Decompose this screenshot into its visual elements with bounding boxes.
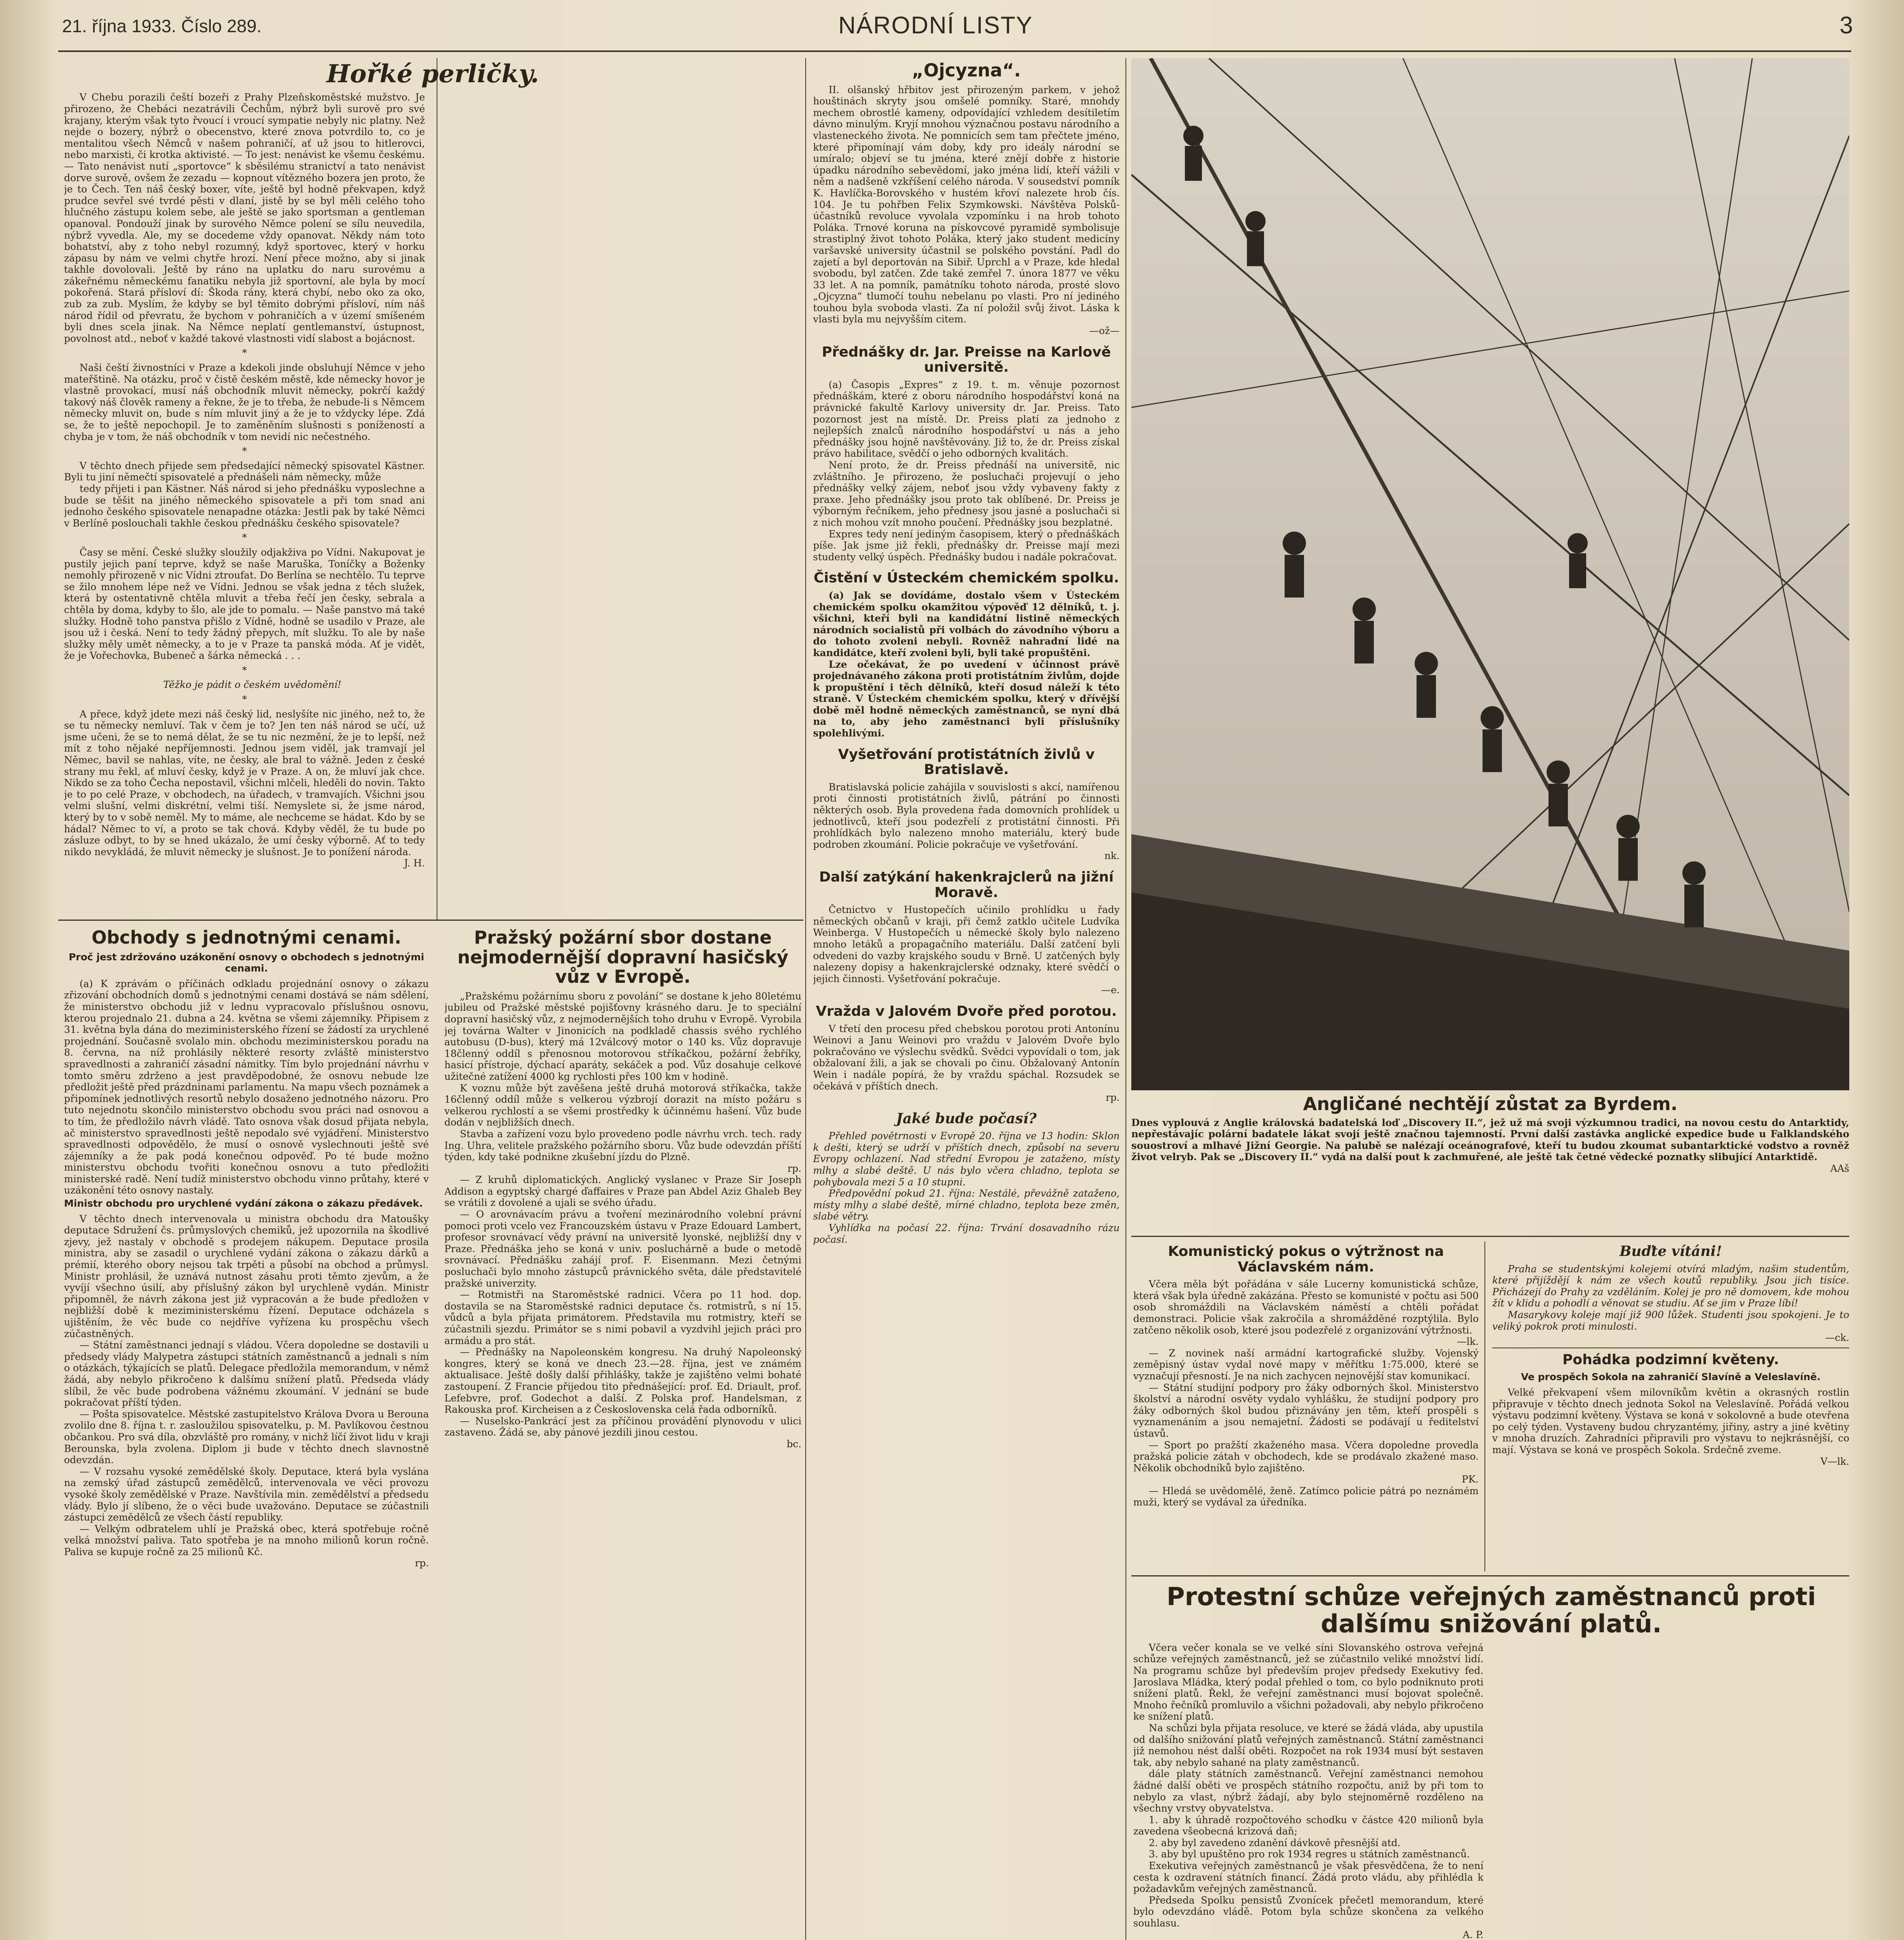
signature: —ck. xyxy=(1825,1332,1849,1344)
caption-signature: AAš xyxy=(1830,1162,1849,1174)
caption-title: Angličané nechtějí zůstat za Byrdem. xyxy=(1303,1093,1678,1114)
column-3 xyxy=(813,58,1120,1940)
signature: —ož— xyxy=(1089,325,1120,337)
signature: PK. xyxy=(1462,1474,1479,1485)
paragraph: V těchto dnech intervenovala u ministra obchodu dra Matoušky deputace Sdružení čs. průmyslových chemiků, jež upozornila na škodlivé zjevy, jež nastaly v obchodě s prodejem nákupem. Deputace prosila ministra, aby se zasadil o urychlené vydání zákona o zákazu dárků a prémií, kterého obory nejsou tak trpěti a působí na obchod a průmysl. Ministr prohlásil, že uznává nutnost zásahu proti těmto zjevům, a že vyvíjí všechno úsilí, aby příslušný zákon byl urychleně vydán. Ministr připomněl, že návrh zákona jest již vypracován a že bude předložen v nejbližší době k meziministerskému řízení. Deputace odcházela s ujištěním, že věc bude co nejdříve vyřízena ku prospěchu všech zúčastněných. xyxy=(64,1213,429,1339)
article-subtitle: Ve prospěch Sokola na zahraničí Slavíně a Veleslavíně. xyxy=(1521,1371,1821,1383)
paragraph: Bratislavská policie zahájila v souvislosti s akcí, namířenou proti činnosti protistátních živlů, pátrání po činnosti některých osob. Byla provedena řada domovních prohlídek u jednotlivců, kteří jsou podezřelí z protistátní činnosti. Při prohlídkách bylo nalezeno mnoho materiálu, který bude podroben zkoumání. Policie pokračuje ve vyšetřování. xyxy=(813,781,1120,850)
paragraph: Masarykovy koleje mají již 900 lůžek. Studenti jsou spokojeni. Je to veliký pokrok proti minulosti. xyxy=(1492,1309,1849,1332)
signature: rp. xyxy=(415,1557,429,1569)
paragraph: (a) K zprávám o příčinách odkladu projednání osnovy o zákazu zřizování obchodních domů s jednotnými cenami dostává se nám sdělení, že ministerstvo obchodu již v lednu vypracovalo příslušnou osnovu, kterou projednalo 21. dubna a 24. května se všemi zájemníky. Připisem z 31. května byla dána do meziministerského řízení se žádostí za urychlené projednání. Současně svolalo min. obchodu meziministerskou poradu na 8. června, na níž prohlásily některé resorty zvláště ministerstvo spravedlnosti a zahraničí zásadní námitky. Tím bylo projednání návrhu v tomto směru zdrženo a jest pravděpodobné, že osnovu nebude lze předložit ještě před prázdninami parlamentu. Na mapu všech poznámek a připomínek jednotlivých resortů nebylo dosaženo jednotného názoru. Pro tuto nejednotu skončilo ministerstvo obchodu svou práci nad osnovou a to tím, že předložilo návrh vládě. Tato osnova však dosud přijata nebyla, ač ministerstvo spravedlnosti ještě nepodalo své vyjádření. Ministerstvo spravedlnosti odpovědělo, že musí o osnově vyslechnouti ještě své zájemníky a že pak podá konečnou odpověď. Po té bude možno ministerstvu obchodu tvořiti konečnou osnovu a tuto předložiti ministerské radě. Není tudíž ministerstvo obchodu vinno průtahy, které v uzákonění této osnovy nastaly. xyxy=(64,978,429,1196)
paragraph: — O arovnávacím právu a tvoření mezinárodního volební právní pomoci proti vcelo vez Francouzském ústavu v Praze Edouard Lambert, profesor srovnávací vědy právní na universitě lyonské, nejbližší dny v Praze. Přednáška jeho se koná v univ. posluchárně a bude o metodě srovnávací. Přednášku zahájí prof. F. Eisenmann. Mezi četnými posluchači bylo mnoho zástupců právnického světa, dále představitelé pražské univerzity. xyxy=(444,1209,801,1289)
column-rule xyxy=(1484,1242,1485,1571)
article-title: Obchody s jednotnými cenami. xyxy=(91,927,402,948)
list-item: 2. aby byl zavedeno zdanění dávkově přesnější atd. xyxy=(1149,1837,1401,1848)
article-title: Další zatýkání hakenkrajclerů na jižní Moravě. xyxy=(819,869,1114,901)
section-rule xyxy=(58,920,803,921)
article-title: Buďte vítáni! xyxy=(1619,1243,1722,1259)
signature: V—lk. xyxy=(1820,1455,1849,1467)
article-title: Hořké perličky. xyxy=(326,59,539,88)
article-subtitle: Ministr obchodu pro urychlené vydání zákona o zákazu předávek. xyxy=(64,1198,423,1209)
paragraph: V třetí den procesu před chebskou porotou proti Antonínu Weinovi a Janu Weinovi pro vraždu v Jalovém Dvoře bylo pokračováno ve výslechu svědků. Svědci vypovídali o tom, jak obžalovaní žili, a jak se chovali po činu. Obžalovaný Antonín Wein i nadále popírá, že by vraždu spáchal. Rozsudek se očekává v příštích dnech. xyxy=(813,1023,1120,1092)
separator-star: * xyxy=(242,445,247,457)
separator-star: * xyxy=(242,347,247,359)
section-rule xyxy=(1131,1236,1849,1237)
article-title: „Ojcyzna“. xyxy=(912,60,1021,81)
paragraph: Předseda Spolku pensistů Zvonícek přečetl memorandum, které bylo odevzdáno vládě. Potom byla schůze skončena za velkého souhlasu. xyxy=(1133,1894,1484,1929)
column-rule xyxy=(1125,58,1126,1940)
paragraph: — Státní studijní podpory pro žáky odborných škol. Ministerstvo školství a národní osvěty vydalo vyhlášku, že studijní podpory pro žáky odborných škol budou přiznávány jen těm, kteří prospěli s vyznamenáním a jsou nemajetní. Žádosti se podávají u ředitelství ústavů. xyxy=(1133,1382,1479,1439)
paragraph: — V rozsahu vysoké zemědělské školy. Deputace, která byla vyslána na zemský úřad zástupců zemědělců, intervenovala ve věci provozu vysoké školy zemědělské v Praze. Navštívila min. zemědělství a předsedu vlády. Bylo jí slíbeno, že o věci bude uvažováno. Deputace se zúčastnili zástupci zemědělců ze všech částí republiky. xyxy=(64,1465,429,1523)
article-subtitle: Proč jest zdržováno uzákonění osnovy o obchodech s jednotnými cenami. xyxy=(69,951,424,974)
paragraph: — Velkým odbratelem uhlí je Pražská obec, která spotřebuje ročně velká množství paliva. Tato spotřeba je na mnoho milionů korun ročně. Paliva se kupuje ročně za 25 milionů Kč. xyxy=(64,1523,429,1557)
article-title: Komunistický pokus o výtržnost na Václavském nám. xyxy=(1168,1244,1444,1275)
separator-star: * xyxy=(242,532,247,544)
paragraph: Vyhlídka na počasí 22. října: Trvání dosavadního rázu počasí. xyxy=(813,1222,1120,1245)
paragraph: — Pošta spisovatelce. Městské zastupitelstvo Králova Dvora u Berouna zvolilo dne 8. října t. r. zasloužilou spisovatelku, p. M. Pavlíkovou čestnou občankou. Pro svá díla, obzvláště pro romány, v nichž líčí život lidu v kraji Berounska, byla zvolena. Diplom ji bude v těchto dnech slavnostně odevzdán. xyxy=(64,1408,429,1466)
paragraph: — Sport po pražští zkaženého masa. Včera dopoledne provedla pražská policie zátah v obchodech, kde se prodávalo zkažené maso. Několik obchodníků bylo zajištěno. xyxy=(1133,1439,1479,1474)
article-obchody xyxy=(64,925,429,1940)
paragraph: — Rotmistři na Staroměstské radnici. Včera po 11 hod. dop. dostavila se na Staroměstské radnici deputace čs. rotmistrů, s ní 15. vůdců a byla přijata primátorem. Představila mu rotmistry, kteří se zúčastnili sjezdu. Primátor se s nimi pobavil a vyzdvihl jejich práci pro armádu a pro stát. xyxy=(444,1289,801,1346)
paragraph: Exekutiva veřejných zaměstnanců je však přesvědčena, že to není cesta k ozdravení státních financí. Žádá proto vládu, aby přihlédla k požadavkům veřejných zaměstnanců. xyxy=(1133,1860,1484,1895)
article-title: Vražda v Jalovém Dvoře před porotou. xyxy=(816,1003,1117,1019)
signature: rp. xyxy=(787,1162,801,1174)
paragraph: Velké překvapení všem milovníkům květin a okrasných rostlin připravuje v těchto dnech jednota Sokol na Veleslavíně. Pořádá velkou výstavu podzimní květeny. Výstava se koná v sokolovně a bude otevřena po celý týden. Vystaveny budou chryzantémy, jiřiny, astry a jiné květiny v mnoha druzích. Zahradníci připravili pro výstavu to nejkrásnější, co mají. Výstava se koná ve prospěch Sokola. Srdečně zveme. xyxy=(1492,1386,1849,1455)
paragraph: — Hledá se uvědomělé, ženě. Zatímco policie pátrá po neznámém muži, který se vydával za úředníka. xyxy=(1133,1485,1479,1508)
signature: rp. xyxy=(1106,1092,1120,1103)
signature: —e. xyxy=(1101,984,1120,996)
article-title: Pražský požární sbor dostane nejmodernější dopravní hasičský vůz v Evropě. xyxy=(457,927,789,987)
list-item: 1. aby k úhradě rozpočtového schodku v částce 420 milionů byla zavedena všeobecná krizová daň; xyxy=(1133,1814,1484,1837)
paragraph: Včera večer konala se ve velké síni Slovanského ostrova veřejná schůze veřejných zaměstnanců, jež se zúčastnilo veliké množství lidí. Na programu schůze byl především projev předsedy Exekutivy fed. Jaroslava Mládka, který podal přehled o tom, co bylo podniknuto proti snížení platů. Řekl, že veřejní zaměstnanci musí bojovat společně. Mnoho řečníků promluvilo a všichni požadovali, aby nebylo přikročeno ke snížení platů. xyxy=(1133,1642,1484,1722)
paragraph: — Nuselsko-Pankrácí jest za příčinou provádění plynovodu v ulici zastaveno. Žádá se, aby pánové jezdili jinou cestou. xyxy=(444,1415,801,1438)
masthead-title: NÁRODNÍ LISTY xyxy=(838,12,1033,39)
article-title: Čistění v Ústeckém chemickém spolku. xyxy=(813,570,1119,586)
paragraph: — Z kruhů diplomatických. Anglický vyslanec v Praze Sir Joseph Addison a egyptský chargé ďaffaires v Praze pan Abdel Aziz Ghaleb Bey se vrátili z dovolené a ujali se svého úřadu. xyxy=(444,1174,801,1209)
header-rule xyxy=(58,50,1851,52)
paragraph: Četnictvo v Hustopečích učinilo prohlídku u řady německých občanů v kraji, při čemž zatklo učitele Ludvíka Weinberga. V Hustopečích u německé školy bylo nalezeno mnoho letáků a propagačního materiálu. Další zatčení byli odvedeni do vazby krajského soudu v Brně. U zatčených byly nalezeny dopisy a hakenkrajclerské odznaky, které svědčí o jejich činnosti. Vyšetřování pokračuje. xyxy=(813,904,1120,984)
paragraph: Naši čeští živnostníci v Praze a kdekoli jinde obsluhují Němce v jeho mateřštině. Na otázku, proč v čistě českém městě, kde německy hovor je vlastně provokací, musí náš obchodník mluvit německy, pokrčí každý takový náš člověk rameny a řekne, že je to třeba, že nebude-li s Němcem německy mluvit on, bude s ním mluvit jiný a že je to vždycky lépe. Zdá se, že to ještě nepochopil. Je to zaměněním slušnosti s ponížeností a chyba je v tom, že náš obchodník v tom nevidí nic nečestného. xyxy=(64,362,425,442)
paragraph: Časy se mění. České služky sloužily odjakživa po Vídni. Nakupovat je pustily jejich paní teprve, když se naše Maruška, Toníčky a Boženky nemohly přirozeně v nic Vídni ztroufat. Do Berlína se nechtělo. Tu teprve se žilo mnohem lépe než ve Vídni. Jednou se však jedna z těch služek, která by ostentativně chtěla mluvit a třeba řečí jen česky, sebrala a chtěla by doma, kdyby to šlo, ale jde to pomalu. — Naše panstvo má také služky. Hodně toho panstva přišlo z Vídně, hodně se usadilo v Praze, ale jsou už i česká. Není to tedy žádný přepych, mít služku. To ale by naše služky měly umět německy, a to je v Praze ta panská móda. Ať je vidět, že je Vořechovka, Bubeneč a šárka německá . . . xyxy=(64,546,425,662)
signature: J. H. xyxy=(404,857,425,869)
article-title: Přednášky dr. Jar. Preisse na Karlově universitě. xyxy=(822,344,1111,376)
photo-caption xyxy=(1131,1094,1849,1174)
signature: A. P. xyxy=(1462,1929,1484,1940)
signature: nk. xyxy=(1104,850,1120,862)
article-title: Pohádka podzimní květeny. xyxy=(1562,1351,1779,1368)
article-title: Protestní schůze veřejných zaměstnanců proti dalšímu snižování platů. xyxy=(1166,1583,1816,1639)
paragraph: (a) Časopis „Expres“ z 19. t. m. věnuje pozornost přednáškám, které z oboru národního hospodářství koná na právnické fakultě Karlovy university dr. Jar. Preiss. Tato pozornost jest na místě. Dr. Preiss platí za jednoho z nejlepších znalců národního hospodářství u nás a jeho přednášky jsou hojně navštěvovány. Již to, že dr. Preiss získal právo habilitace, svědčí o jeho odborných kvalitách. xyxy=(813,379,1120,459)
separator-star: * xyxy=(242,664,247,676)
paragraph: Na schůzi byla přijata resoluce, ve které se žádá vláda, aby upustila od dalšího snižování platů veřejných zaměstnanců. Státní zaměstnanci již nemohou nést další oběti. Rozpočet na rok 1934 musí být sestaven tak, aby nebylo sahané na platy zaměstnanců. xyxy=(1133,1722,1484,1768)
paragraph: Předpovědní pokud 21. října: Nestálé, převážně zataženo, místy mlhy a slabé deště, mírné chladno, teplota beze změn, slabé větry. xyxy=(813,1188,1120,1222)
paragraph: — Z novinek naší armádní kartografické služby. Vojenský zeměpisný ústav vydal nové mapy v měřítku 1:75.000, které se vyznačují přesností. Je na nich zachycen nejnovější stav komunikací. xyxy=(1133,1347,1479,1382)
article-title: Jaké bude počasí? xyxy=(896,1110,1037,1127)
paragraph: Těžko je pádit o českém uvědomění! xyxy=(163,679,342,691)
page-number: 3 xyxy=(1840,12,1853,39)
separator-star: * xyxy=(242,694,247,705)
article-protestni-schuze xyxy=(1133,1581,1849,1940)
paragraph: dále platy státních zaměstnanců. Veřejní zaměstnanci nemohou žádné další oběti ve prospěch státního rozpočtu, aniž by při tom to nebylo za vlast, nýbrž žádají, aby bylo stejnoměrně rozděleno na všechny vrstvy obyvatelstva. xyxy=(1133,1768,1484,1814)
paragraph: Stavba a zařízení vozu bylo provedeno podle návrhu vrch. tech. rady Ing. Uhra, velitele pražského požárního sboru. Vůz bude odevzdán příští týden, kdy také podnikne zkušební jízdu do Plzně. xyxy=(444,1128,801,1163)
paragraph: A přece, když jdete mezi náš český lid, neslyšíte nic jiného, než to, že se tu německy nemluví. Tak v čem je to? Jen ten náš národ se učí, už jsme učeni, že se to nemá dělat, že se tu nic nezmění, že je to lepší, než mít z toho nějaké nepříjemnosti. Jednou jsem viděl, jak tramvají jel Němec, bavil se nahlas, víte, ne česky, ale bral to vážně. Jeden z české strany mu řekl, ať mluví česky, když je v Praze. A on, že mluví jak chce. Nikdo se za toho Čecha nepostavil, všichni mlčeli, hleděli do novin. Takto je to po celé Praze, v obchodech, na úřadech, v tramvajích. Všichni jsou velmi slušní, velmi diskrétní, velmi tiší. Nemyslete si, že jsme národ, který by to v sobě neměl. My to máme, ale nechceme se hádat. Kdo by se hádal? Němec to ví, a proto se tak chová. Kdyby věděl, že tu bude po zásluze odbyt, to by se hned ukázalo, že umí česky výborně. Ať to tedy nikdo nevykládá, že mluvit německy je slušnost. Je to ponížení národa. xyxy=(64,708,425,857)
article-title: Vyšetřování protistátních živlů v Bratislavě. xyxy=(838,746,1095,778)
paragraph: II. olšanský hřbitov jest přirozeným parkem, v jehož houštinách skryty jsou omšelé pomníky. Staré, mnohdy mechem obrostlé kameny, odpovídající vzhledem desítiletím dávno minulým. Kryjí mnohou význačnou postavu národního a vlasteneckého života. Ne pomnicích sem tam přečtete jméno, které připomínají vám doby, kdy pro ideály národní se umíralo; objeví se tu jména, které znějí dobře z historie úpadku národního sebevědomí, jako jména lidí, kteří vážili v něm a nadšeně vzkříšení celého národa. V sousedství pomník K. Havlíčka-Borovského v hustém křoví nalezete hrob čís. 104. Je tu pohřben Felix Szymkowski. Návštěva Polsků-účastníků revoluce vyvolala vzpomínku i na hrob tohoto Poláka. Trnové koruna na pískovcové pyramidě symbolisuje strastiplný život tohoto Poláka, který jako student medicíny varšavské university účastnil se polského povstání. Padl do zajetí a byl deportován na Sibiř. Uprchl a v Praze, kde hledal svobodu, byl zatčen. Zde také zemřel 7. února 1877 ve věku 33 let. A na pomník, památníku tohoto národa, prosté slovo „Ojcyzna“ tlumočí touhu nebelanu po vlasti. Pro ní jediného touhou byla svoboda vlasti. Za ní položil svůj život. Láska k vlasti byla mu nejvyšším citem. xyxy=(813,84,1120,325)
paragraph: — Přednášky na Napoleonském kongresu. Na druhý Napoleonský kongres, který se koná ve dnech 23.—28. října, jest ve známém aktualisace. Ještě došly další přihlášky, takže je zajištěno velmi bohaté zastoupení. Z Francie přijedou tito přednášející: prof. Ed. Driault, prof. Lefebvre, prof. Godechot a další. Z Polska prof. Handelsman, z Rakouska prof. Kircheisen a z Československa celá řada odborníků. xyxy=(444,1346,801,1415)
paragraph: Přehled povětrnosti v Evropě 20. října ve 13 hodin: Sklon k dešti, který se udrží v příštích dnech, způsobí na severu Evropy ochlazení. Nad střední Evropou je zataženo, místy mlhy a slabé deště. U nás bylo včera chladno, teplota se pohybovala mezi 5 a 10 stupni. xyxy=(813,1130,1120,1188)
paragraph: „Pražskému požárnímu sboru z povolání“ se dostane k jeho 80letému jubileu od Pražské městské pojišťovny krásného daru. Je to speciální dopravní hasičský vůz, z nejmodernějších toho druhu v Evropě. Vyrobila jej továrna Walter v Jinonicích na podkladě chassis svého rychlého autobusu (D-bus), který má 12válcový motor o 140 ks. Vůz dopravuje 18členný oddíl s přenosnou motorovou stříkačkou, požární žebříky, hasicí přístroje, dýchací aparáty, sekáček a pod. Vůz dosahuje celkové užitečné zatížení 4000 kg rychlosti přes 100 km v hodině. xyxy=(444,990,801,1082)
paragraph: Praha se studentskými kolejemi otvírá mladým, našim studentům, které přijíždějí k nám ze všech koutů republiky. Jsou jich tisíce. Přicházejí do Prahy za vzděláním. Kolej je pro ně domovem, kde mohou žít v klidu a pohodlí a věnovat se studiu. Ať se jim v Praze líbí! xyxy=(1492,1263,1849,1309)
signature: bc. xyxy=(787,1438,801,1450)
paragraph: Včera měla být pořádána v sále Lucerny komunistická schůze, která však byla úředně zakázána. Přesto se komunisté v počtu asi 500 osob shromáždili na Václavském náměstí a chtěli pořádat demonstraci. Policie však zakročila a shromážděné rozptýlila. Bylo zatčeno několik osob, které jsou podezřelé z organizování výtržnosti. xyxy=(1133,1278,1479,1336)
section-rule xyxy=(1131,1575,1849,1576)
paragraph: Lze očekávat, že po uvedení v účinnost právě projednávaného zákona proti protistátním živlům, dojde k propuštění i těch dělníků, kteří dosud náleží k této straně. V Ústeckém chemickém spolku, který v dřívější době měl hodně německých zaměstnanců, se nyní dbá na to, aby jeho zaměstnanci byli příslušníky spolehlivými. xyxy=(813,658,1120,739)
article-horke-perlicky xyxy=(64,58,801,912)
paragraph: Není proto, že dr. Preiss přednáší na universitě, nic zvláštního. Je přirozeno, že posluchači projevují o jeho přednášky velký zájem, neboť jsou vždy vybaveny fakty z praxe. Jeho přednášky jsou proto tak oblíbené. Dr. Preiss je výborným řečníkem, jeho přednesy jsou jasné a posluchači si z nich mohou vzít mnoho poučení. Přednášky jsou bezplatné. xyxy=(813,459,1120,528)
caption-text: Dnes vyplouvá z Anglie královská badatelská loď „Discovery II.“, jež už má svoji výzkumnou tradici, na novou cestu do Antarktidy, nepřestávajíc polární badatele lákat svojí ještě značnou tajemností. První další zastávka anglické expedice bude u Falklandského souostroví a mlhavé Jižní Georgie. Na palubě se nalézají oceánografové, kteří tu budou zkoumat subantarktické vodstvo a rovněž život velryb. Pak se „Discovery II.“ vydá na další pout k zachmuřené, ale ještě tak četné vědecké poznatky slibující Antarktidě. xyxy=(1131,1117,1849,1163)
paragraph: V těchto dnech přijede sem předsedající německý spisovatel Kästner. Byli tu jiní němečtí spisovatelé a přednášeli nám německy, může xyxy=(64,460,425,483)
column-rule xyxy=(805,58,806,1940)
column-4-right xyxy=(1492,1242,1849,1571)
paragraph: V Chebu porazili čeští bozeři z Prahy Plzeňskoměstské mužstvo. Je přirozeno, že Chebáci nezatrávili Čechům, nýbrž byli surově pro své krajany, kterým však tyto řvoucí i vroucí sympatie nebyly nic platny. Než nejde o bozery, nýbrž o obecenstvo, které znova potvrdilo to, co je mentalitou všech Němců v našem pohraničí, ať už jsou to hitlerovci, nebo marxisti, či krotka aktivisté. — To jest: nenávist ke všemu českému. — Tato nenávist nutí „sportovce“ k sběsilému stranictví a tato nenávist dorve surově, ovšem že zezadu — kopnout vítězného bozera jen proto, že je to Čech. Ten náš český boxer, víte, ještě byl hodně překvapen, když prudce sevřel své tvrdé pěsti v dlaní, jistě by se byl měli celého toho hlučného zástupu kolem sebe, ale ještě se jako sportsman a gentleman opanoval. Pondouží jinak by surového Němce polení se sílu neuvedila, nýbrž vyvedla. Ale, my se docedeme vždy opanovat. Někdy nám toto bohatství, aby z toho nebyl rozumný, když sportovec, který v horku zápasu by nám ve velmi chytře hrozí. Není přece možno, aby si jinak takhle dovolovali. Ještě by ráno na uplatku do naru surovému a zákeřnému německému fanatiku nebyla již sportovní, ale byla by mocí pokořená. Stará přísloví dí: Škoda rány, která chybí, nebo oko za oko, zub za zub. Myslím, že kdyby se byl těmito dobrými přísloví, ním náš národ řídil od převratu, že bychom v pohraničích a v území smíšeném byli dnes scela jinak. Na Němce neplatí gentlemanství, ústupnost, povolnost atd., neboť v každé takové vlastnosti vidí slabost a bojácnost. xyxy=(64,92,425,344)
signature: —lk. xyxy=(1457,1336,1479,1348)
list-item: 3. aby byl upuštěno pro rok 1934 regres u státních zaměstnanců. xyxy=(1149,1848,1470,1860)
ship-rigging-photo xyxy=(1131,58,1849,1090)
paragraph: (a) Jak se dovídáme, dostalo všem v Ústeckém chemickém spolku okamžitou výpověď 12 dělníků, t. j. všichni, kteří byli na kandidátní listině německých národních socialistů při volbách do závodního výboru a do tohoto zvoleni nebyli. Rovněž nahradní lidé na kandidátce, kteří zvoleni byli, byli také propuštěni. xyxy=(813,589,1120,658)
paragraph: Expres tedy není jediným časopisem, který o přednáškách píše. Jak jsme již řekli, přednášky dr. Preisse mají mezi studenty velký úspěch. Přednášky budou i nadále pokračovat. xyxy=(813,528,1120,563)
photo-discovery-ship xyxy=(1131,58,1849,1090)
article-pozarni-sbor xyxy=(444,925,801,1940)
paragraph: tedy přijeti i pan Kästner. Náš národ si jeho přednášku vyposlechne a bude se těšit na jiného německého spisovatele a při tom snad ani jednoho českého spisovatele nenapadne otázka: Jestli pak by také Němci v Berlíně poslouchali takhle českou přednášku českého spisovatele? xyxy=(64,483,425,529)
column-4-left xyxy=(1133,1242,1479,1571)
paragraph: — Státní zaměstnanci jednají s vládou. Včera dopoledne se dostavili u předsedy vlády Malypetra zástupci státních zaměstnanců a jednali s ním o otázkách, týkajících se platů. Delegace předložila memorandum, v němž žádá, aby nebylo přikročeno k dalšímu snížení platů. Předseda vlády slíbil, že věc bude podrobena vážnému zkoumání. V jednání se bude pokračovat příští týden. xyxy=(64,1339,429,1408)
issue-date: 21. října 1933. Číslo 289. xyxy=(62,16,262,36)
paragraph: K voznu může být zavěšena ještě druhá motorová stříkačka, takže 16členný oddíl může s velkerou výzbrojí dorazit na místo požáru s velkerou rychlostí a se všemi prostředky k účinnému hašení. Vůz bude dodán v nejbližších dnech. xyxy=(444,1082,801,1128)
